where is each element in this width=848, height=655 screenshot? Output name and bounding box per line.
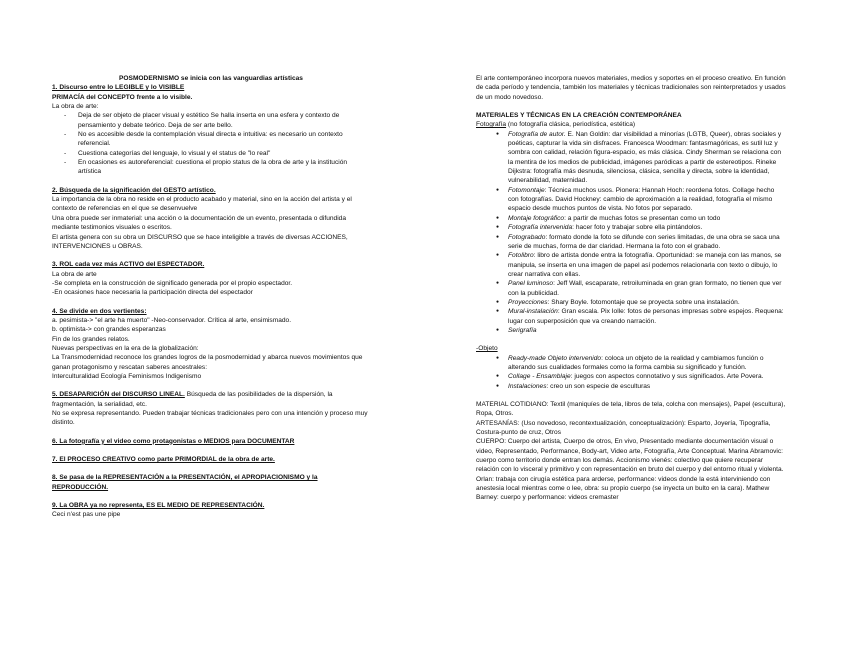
list-item <box>476 251 786 279</box>
artesanias: ARTESANÍAS: (Uso novedoso, recontextualización, conceptualización): Esparto, Joyería, Tipografía, Costura-punto de cruz, Otros <box>476 419 771 437</box>
list-item-term: Panel luminoso <box>508 280 554 288</box>
list-item-text: : Gran escala. Pix Iolle: fotos de personas impresas sobre espejos. Requena: lugar con superposición que va creando narración. <box>508 308 784 325</box>
section-4-line-4: Nuevas perspectivas en la era de la globalización: <box>52 344 199 352</box>
section-2-line-1: La importancia de la obra no reside en el producto acabado y material, sino en la acción del artista y el contexto de referencias en el que se desenvuelve <box>52 196 352 213</box>
section-1-heading: 1. Discurso entre lo LEGIBLE y lo VISIBLE <box>52 84 185 92</box>
intro-paragraph: El arte contemporáneo incorpora nuevos materiales, medios y soportes en el proceso creativo. En función de cada período y tendencia, también los materiales y técnicas tradicionales son reinterpretados y usados de un modo novedoso. <box>476 75 786 101</box>
list-item-text: : a partir de muchas fotos se presentan como un todo <box>564 214 721 222</box>
list-item <box>476 214 786 223</box>
photo-note: (no fotografía clásica, periodística, estética) <box>506 121 636 129</box>
section-3-heading: 3. ROL cada vez más ACTIVO del ESPECTADOR. <box>52 261 205 269</box>
list-item <box>476 354 786 373</box>
section-4-line-2: b. optimista-> con grandes esperanzas <box>52 326 166 334</box>
list-item <box>476 223 786 232</box>
object-list <box>476 354 786 391</box>
list-item-term: Collage - Ensamblaje <box>508 373 571 381</box>
list-item: - Cuestiona categorías del lenguaje, lo visual y el status de "lo real" <box>52 149 370 158</box>
section-2-line-3: El artista genera con su obra un DISCURSO que se hace inteligible a través de diversas ACCIONES, INTERVENCIONES u OBRAS. <box>52 233 348 250</box>
list-item <box>476 130 786 186</box>
section-4-line-5: La Transmodernidad reconoce los grandes logros de la posmodernidad y abarca nuevos movimientos que ganan protagonismo y rescatan saberes ancestrales: <box>52 354 363 371</box>
list-item-term: Fotomontaje <box>508 186 545 194</box>
photo-subheading <box>476 120 786 129</box>
list-item-term: Serigrafía <box>508 326 537 334</box>
section-1-list <box>52 111 370 176</box>
right-column <box>476 74 786 503</box>
section-9-heading: 9. La OBRA ya no representa, ES EL MEDIO DE REPRESENTACIÓN. <box>52 502 265 510</box>
section-4-heading: 4. Se divide en dos vertientes: <box>52 307 147 315</box>
list-item-text: : libro de artista donde entra la fotografía. Oportunidad: se maneja con las manos, se manipula, se inserta en una imagen de papel así podemos relacionarla con texto o dibujo, lo crear narrativa con ellas. <box>508 252 782 278</box>
section-4-line-3: Fin de los grandes relatos. <box>52 335 130 343</box>
page-title: POSMODERNISMO se inicia con las vanguardias artísticas <box>119 75 303 82</box>
section-3-line-3: -En ocasiones hace necesaria la participación directa del espectador <box>52 289 253 297</box>
materials-heading: MATERIALES Y TÉCNICAS EN LA CREACIÓN CONTEMPORÁNEA <box>476 112 682 120</box>
list-item-text: : formato donde la foto se difunde con series limitadas, de una obra se saca una serie de muchas, forma de dar claridad. Hermana la foto con el grabado. <box>508 233 780 250</box>
section-4-line-1: a. pesimista-> "el arte ha muerto" -Neo-conservador. Crítica al arte, ensimismado. <box>52 316 292 324</box>
list-item-term: Proyecciones <box>508 298 548 306</box>
list-item: - Deja de ser objeto de placer visual y estético Se halla inserta en una esfera y contexto de pensamiento y debate teórico. Deja de ser arte bello. <box>52 111 370 130</box>
list-item-text: : hacer foto y trabajar sobre ella pintándolos. <box>572 224 703 232</box>
section-3-line-2: -Se completa en la construcción de significado generada por el propio espectador. <box>52 279 293 287</box>
section-7-heading: 7. El PROCESO CREATIVO como parte PRIMORDIAL de la obra de arte. <box>52 456 275 464</box>
list-item <box>476 279 786 298</box>
section-1-line-1: PRIMACÍA del CONCEPTO frente a lo visible. <box>52 93 193 101</box>
list-item-term: Instalaciones <box>508 382 547 390</box>
list-item-text: : juegos con aspectos connotativo y sus significados. Arte Povera. <box>570 373 764 381</box>
material-cotidiano: MATERIAL COTIDIANO: Textil (maniquíes de tela, libros de tela, colcha con mensajes), Papel (escultura), Ropa, Otros. <box>476 401 786 418</box>
list-item-text: : Jeff Wall, escaparate, retroiluminada en gran gran formato, no tienen que ver con la publicidad. <box>508 280 782 297</box>
section-5 <box>52 390 370 409</box>
list-item: - No es accesible desde la contemplación visual directa e intuitiva: es necesario un contexto referencial. <box>52 130 370 149</box>
section-5-heading: 5. DESAPARICIÓN del DISCURSO LINEAL. <box>52 391 185 399</box>
section-5-text: Búsqueda de las posibilidades de la dispersión, la fragmentación, la serialidad, etc. <box>52 391 333 408</box>
list-item-text: : creo un son especie de esculturas <box>546 382 651 390</box>
section-2-heading: 2. Búsqueda de la significación del GESTO artístico. <box>52 186 216 194</box>
photo-label: Fotografía <box>476 121 507 129</box>
section-4-line-6: Interculturalidad Ecología Feminismos Indigenismo <box>52 372 202 380</box>
section-8-heading: 8. Se pasa de la REPRESENTACIÓN a la PRESENTACIÓN, el APROPIACIONISMO y la REPRODUCCIÓN. <box>52 474 318 491</box>
left-column <box>52 74 370 520</box>
list-item <box>476 372 786 381</box>
section-2-line-2: Una obra puede ser inmaterial: una acción o la documentación de un evento, presentada o difundida mediante testimonios visuales o escritos. <box>52 214 346 232</box>
list-item-term: Fotolibro <box>508 252 534 260</box>
list-item <box>476 186 786 214</box>
cuerpo: CUERPO: Cuerpo del artista, Cuerpo de otros, En vivo, Presentado mediante documentación visual o video, Representado, Performance, Body-art, Video arte, Fotografía, Arte Conceptual. Marina Abramovic: cuerpo como territorio donde entran los demás. Accionismo vienés: colectivo que quiere recuperar relación con lo visceral y primitivo y con representación en bruto del cuerpo y del entorno ritual y violenta. Orlan: trabaja con cirugía estética para arderse, performance: videos donde la está interviniendo con anestesia local mientras come o lee, obra: su propio cuerpo (se inyecta un bulto en la cara). Mathew Barney: cuerpo y performance: videos cremaster <box>476 438 784 502</box>
list-item <box>476 326 786 335</box>
section-3-line-1: La obra de arte <box>52 270 97 278</box>
list-item-text: : Técnica muchos usos. Pionera: Hannah Hoch: reordena fotos. Collage hecho con fotografías. David Hockney: cambio de aproximación a la realidad, fotografía el mismo espacio desde muchos puntos de vista. No fotos por separado. <box>508 186 775 213</box>
list-item-term: Montaje fotográfico <box>508 214 565 222</box>
list-item: - En ocasiones es autoreferencial: cuestiona el propio status de la obra de arte y la institución artística <box>52 158 370 177</box>
section-6-heading: 6. La fotografía y el video como protagonistas o MEDIOS para DOCUMENTAR <box>52 437 295 445</box>
object-heading: -Objeto <box>476 345 498 353</box>
list-item <box>476 233 786 252</box>
list-item-term: Ready-made Objeto intervenido <box>508 354 602 362</box>
section-1-line-2: La obra de arte: <box>52 103 99 111</box>
list-item-term: Mural-instalación <box>508 308 558 316</box>
list-item <box>476 307 786 326</box>
list-item <box>476 298 786 307</box>
list-item <box>476 382 786 391</box>
list-item-text: : coloca un objeto de la realidad y cambiamos función o alterando sus cualidades formales como la forma cambia su significado y función. <box>508 354 764 371</box>
section-5-line-2: No se expresa representando. Pueden trabajar técnicas tradicionales pero con una intención y proceso muy distinto. <box>52 410 368 427</box>
list-item-text: E. Nan Goldin: dar visibilidad a minorías (LGTB, Queer), obras sociales y poéticas, capturar la vida sin disfraces. Francesca Woodman: fantasmagóricas, es sutil luz y sombra con calidad, relación figura-espacio, es más clásica. Cindy Sherman se relaciona con la mentira de los medios de publicidad, imágenes paródicas a partir de estereotipos. Rineke Dijkstra: fotografía más desnuda, silenciosa, clásica, sencilla y directa, sobre la identidad, vulnerabilidad, maternidad. <box>508 130 782 185</box>
list-item-term: Fotograbado <box>508 233 546 241</box>
list-item-text: : Shary Boyle. fotomontaje que se proyecta sobre una instalación. <box>547 298 740 306</box>
list-item-term: Fotografía de autor. <box>508 130 566 138</box>
section-9-line-1: Ceci n'est pas une pipe <box>52 511 121 519</box>
list-item-term: Fotografía intervenida <box>508 224 573 232</box>
photo-list <box>476 130 786 336</box>
